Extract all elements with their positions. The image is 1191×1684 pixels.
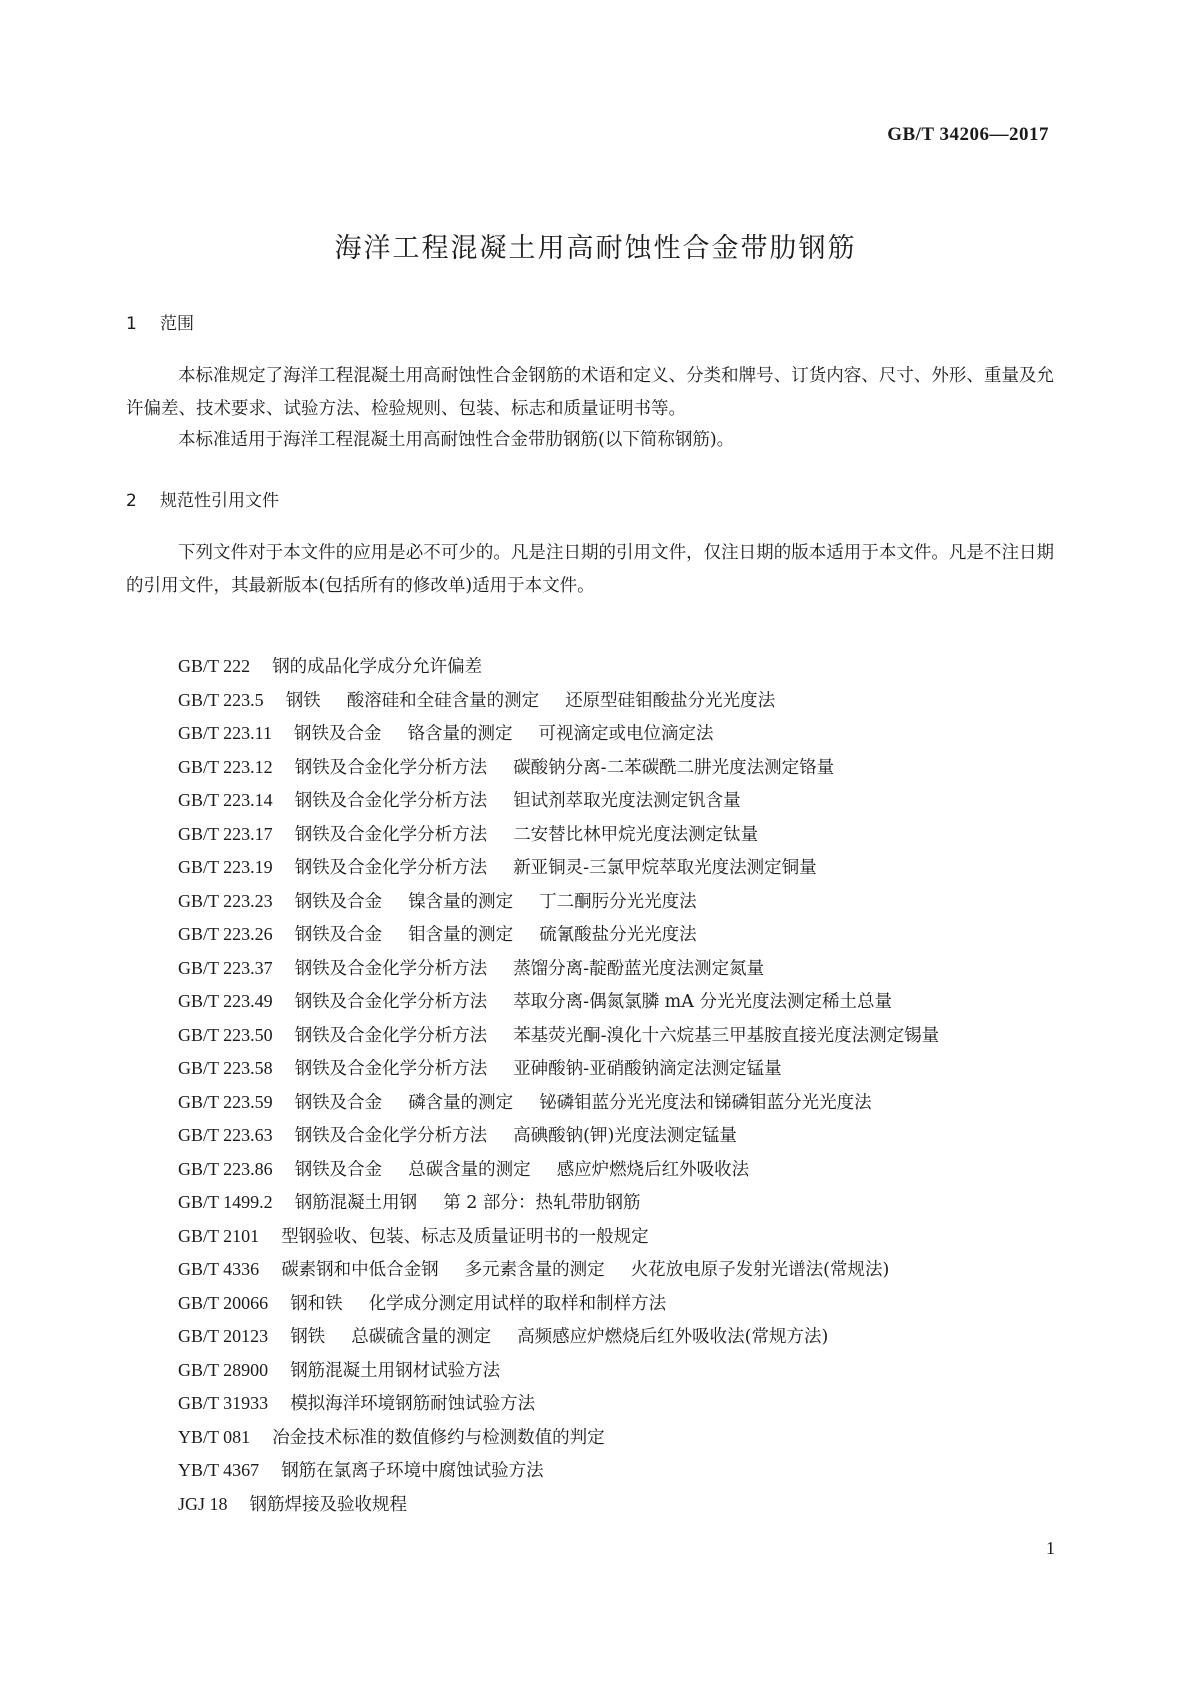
reference-item: [126, 1019, 1056, 1053]
reference-title-part: 镍含量的测定: [408, 891, 514, 912]
reference-title-part: 钢铁及合金化学分析方法: [294, 791, 488, 811]
reference-title-part: 化学成分测定用试样的取样和制样方法: [368, 1293, 667, 1314]
reference-title-part: 钢和铁: [290, 1293, 343, 1314]
reference-code: GB/T 223.49: [178, 991, 273, 1011]
reference-title-part: 钢铁及合金化学分析方法: [294, 1025, 488, 1046]
reference-item: [126, 717, 1056, 751]
reference-code: GB/T 223.17: [178, 823, 273, 844]
reference-code: GB/T 223.59: [178, 1091, 273, 1112]
section-heading-normative-references: [126, 486, 279, 511]
reference-item: [126, 1153, 1056, 1187]
reference-code: GB/T 31933: [178, 1393, 269, 1413]
reference-item: [126, 1421, 1056, 1455]
reference-code: GB/T 223.58: [178, 1058, 273, 1078]
reference-title-part: 第 2 部分：热轧带肋钢筋: [443, 1193, 641, 1213]
section-heading-scope: [126, 309, 194, 334]
reference-code: GB/T 2101: [178, 1225, 260, 1246]
reference-code: GB/T 223.23: [178, 890, 273, 911]
reference-title-part: 蒸馏分离-靛酚蓝光度法测定氮量: [513, 958, 765, 979]
reference-item: [126, 1320, 1056, 1354]
reference-title-part: 碳素钢和中低合金钢: [281, 1260, 439, 1280]
reference-title-part: 可视滴定或电位滴定法: [538, 724, 714, 744]
reference-title-part: 碳酸钠分离-二苯碳酰二肼光度法测定铬量: [513, 757, 835, 778]
reference-title-part: 硫氰酸盐分光光度法: [539, 925, 697, 945]
reference-title-part: 苯基荧光酮-溴化十六烷基三甲基胺直接光度法测定锡量: [513, 1025, 940, 1046]
reference-title-part: 总碳含量的测定: [408, 1159, 531, 1180]
reference-item: [126, 1387, 1056, 1421]
reference-item: [126, 918, 1056, 952]
reference-item: [126, 1119, 1056, 1153]
reference-title-part: 钢铁及合金化学分析方法: [294, 824, 488, 845]
reference-title-part: 高碘酸钠(钾)光度法测定锰量: [513, 1126, 737, 1146]
reference-code: GB/T 28900: [178, 1359, 269, 1380]
reference-item: [126, 1354, 1056, 1388]
reference-item: [126, 1052, 1056, 1086]
reference-title-part: 钢铁及合金: [294, 1092, 383, 1113]
reference-title-part: 模拟海洋环境钢筋耐蚀试验方法: [290, 1394, 536, 1414]
reference-code: GB/T 223.63: [178, 1125, 273, 1145]
reference-title-part: 钢的成品化学成分允许偏差: [272, 657, 483, 677]
reference-title-part: 铬含量的测定: [407, 724, 513, 744]
reference-code: GB/T 20066: [178, 1292, 269, 1313]
reference-code: GB/T 223.5: [178, 689, 264, 710]
reference-title-part: 钽试剂萃取光度法测定钒含量: [513, 791, 741, 811]
reference-code: GB/T 223.86: [178, 1158, 273, 1179]
reference-title-part: 钢筋焊接及验收规程: [249, 1494, 408, 1515]
reference-title-part: 钢铁及合金: [294, 1159, 383, 1180]
reference-title-part: 钢筋混凝土用钢材试验方法: [290, 1360, 501, 1381]
reference-title-part: 钢铁及合金: [294, 891, 383, 912]
reference-item: [126, 1086, 1056, 1120]
paragraph-text: 本标准规定了海洋工程混凝土用高耐蚀性合金钢筋的术语和定义、分类和牌号、订货内容、尺寸、外形、重量及允许偏差、技术要求、试验方法、检验规则、包装、标志和质量证明书等。: [126, 366, 1054, 419]
section-number: 2: [126, 491, 137, 511]
reference-item: [126, 684, 1056, 718]
references-intro-paragraph: [126, 537, 1054, 603]
reference-title-part: 钢铁: [285, 690, 321, 711]
reference-title-part: 型钢验收、包装、标志及质量证明书的一般规定: [281, 1226, 649, 1247]
reference-title-part: 火花放电原子发射光谱法(常规法): [630, 1260, 890, 1280]
reference-item: [126, 650, 1056, 684]
reference-list: [126, 650, 1056, 1521]
reference-title-part: 酸溶硅和全硅含量的测定: [346, 690, 540, 711]
reference-code: GB/T 222: [178, 656, 251, 676]
reference-item: [126, 985, 1056, 1019]
reference-code: GB/T 223.12: [178, 756, 273, 777]
reference-title-part: 多元素含量的测定: [464, 1260, 605, 1280]
reference-title-part: 还原型硅钼酸盐分光光度法: [565, 690, 776, 711]
reference-code: YB/T 081: [178, 1426, 251, 1447]
reference-title-part: 萃取分离-偶氮氯膦 mA 分光光度法测定稀土总量: [513, 992, 892, 1012]
reference-title-part: 钢铁及合金化学分析方法: [294, 757, 488, 778]
scope-paragraph-2: [126, 424, 1054, 457]
document-title: 海洋工程混凝土用高耐蚀性合金带肋钢筋: [334, 233, 857, 264]
reference-item: [126, 1287, 1056, 1321]
reference-item: [126, 1454, 1056, 1488]
reference-code: JGJ 18: [178, 1493, 228, 1514]
reference-code: GB/T 223.14: [178, 790, 273, 810]
reference-title-part: 感应炉燃烧后红外吸收法: [556, 1159, 750, 1180]
reference-code: GB/T 223.26: [178, 924, 273, 944]
reference-title-part: 冶金技术标准的数值修约与检测数值的判定: [272, 1427, 605, 1448]
reference-code: GB/T 20123: [178, 1326, 269, 1346]
section-title: 范围: [160, 314, 194, 334]
reference-code: GB/T 223.37: [178, 957, 273, 978]
reference-title-part: 高频感应炉燃烧后红外吸收法(常规方法): [517, 1327, 829, 1347]
reference-title-part: 钢铁及合金化学分析方法: [294, 1126, 488, 1146]
reference-title-part: 钢铁: [290, 1327, 326, 1347]
paragraph-text: 本标准适用于海洋工程混凝土用高耐蚀性合金带肋钢筋(以下简称钢筋)。: [178, 430, 735, 450]
reference-title-part: 钢筋混凝土用钢: [294, 1193, 418, 1213]
reference-title-part: 铋磷钼蓝分光光度法和锑磷钼蓝分光光度法: [539, 1092, 872, 1113]
reference-code: YB/T 4367: [178, 1460, 260, 1480]
reference-item: [126, 851, 1056, 885]
reference-item: [126, 1186, 1056, 1220]
reference-title-part: 钢铁及合金化学分析方法: [294, 958, 488, 979]
reference-title-part: 钼含量的测定: [408, 925, 514, 945]
reference-item: [126, 784, 1056, 818]
reference-item: [126, 885, 1056, 919]
reference-item: [126, 1253, 1056, 1287]
reference-item: [126, 952, 1056, 986]
reference-item: [126, 1488, 1056, 1522]
reference-code: GB/T 223.19: [178, 857, 273, 877]
reference-title-part: 钢铁及合金: [294, 724, 382, 744]
paragraph-text: 下列文件对于本文件的应用是必不可少的。凡是注日期的引用文件，仅注日期的版本适用于本文件。凡是不注日期的引用文件，其最新版本(包括所有的修改单)适用于本文件。: [126, 543, 1054, 596]
reference-title-part: 钢铁及合金: [294, 925, 383, 945]
reference-title-part: 钢筋在氯离子环境中腐蚀试验方法: [281, 1461, 544, 1481]
reference-item: [126, 818, 1056, 852]
page-number: 1: [1046, 1538, 1055, 1558]
reference-item: [126, 751, 1056, 785]
reference-title-part: 二安替比林甲烷光度法测定钛量: [513, 824, 759, 845]
reference-title-part: 钢铁及合金化学分析方法: [294, 992, 488, 1012]
reference-code: GB/T 223.11: [178, 723, 273, 743]
section-number: 1: [126, 314, 137, 334]
reference-item: [126, 1220, 1056, 1254]
reference-title-part: 新亚铜灵-三氯甲烷萃取光度法测定铜量: [513, 858, 817, 878]
reference-title-part: 钢铁及合金化学分析方法: [294, 858, 488, 878]
standard-code: GB/T 34206—2017: [887, 124, 1049, 145]
reference-title-part: 总碳硫含量的测定: [351, 1327, 492, 1347]
reference-title-part: 磷含量的测定: [408, 1092, 514, 1113]
reference-title-part: 丁二酮肟分光光度法: [539, 891, 697, 912]
section-title: 规范性引用文件: [160, 491, 279, 511]
reference-title-part: 钢铁及合金化学分析方法: [294, 1059, 488, 1079]
reference-code: GB/T 223.50: [178, 1024, 273, 1045]
reference-title-part: 亚砷酸钠-亚硝酸钠滴定法测定锰量: [513, 1059, 782, 1079]
scope-paragraph-1: [126, 360, 1054, 426]
reference-code: GB/T 4336: [178, 1259, 260, 1279]
reference-code: GB/T 1499.2: [178, 1192, 273, 1212]
